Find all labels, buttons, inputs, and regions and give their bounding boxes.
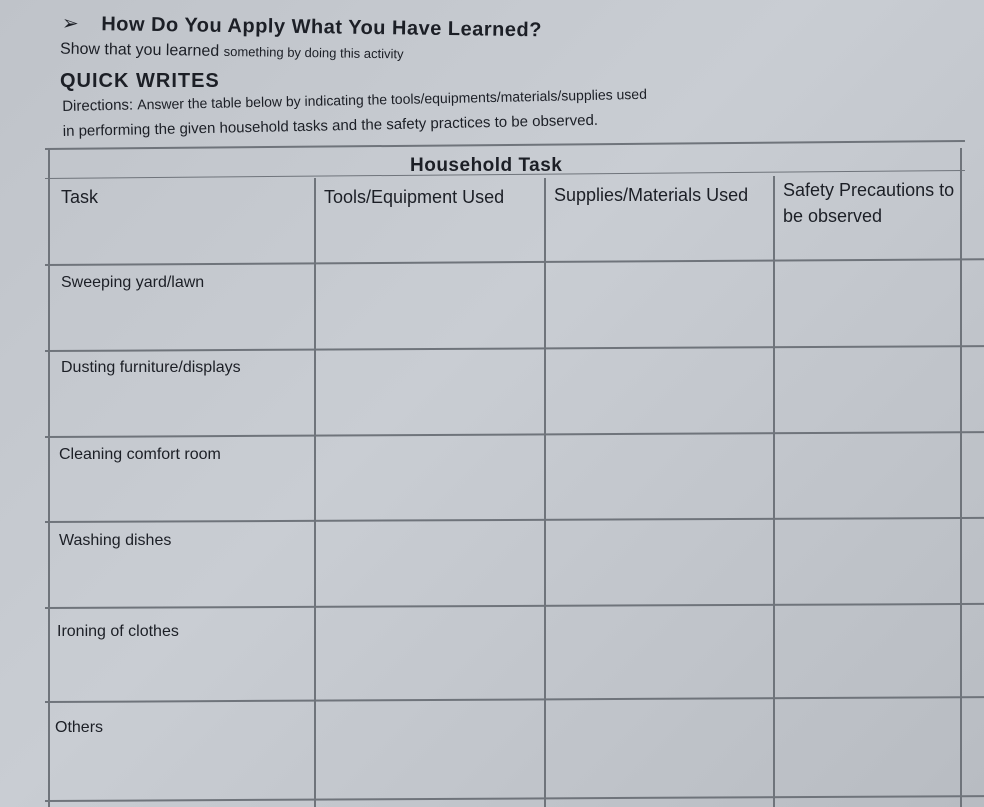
- task-cell: Cleaning comfort room: [59, 446, 221, 463]
- row-divider: [45, 696, 984, 703]
- column-header-supplies: Supplies/Materials Used: [554, 185, 749, 205]
- row-divider: [45, 603, 984, 609]
- table-title: Household Task: [410, 155, 563, 176]
- row-divider: [45, 431, 984, 438]
- task-cell: Ironing of clothes: [57, 623, 179, 640]
- directions-text: Answer the table below by indicating the tools/equipments/materials/supplies used: [137, 85, 648, 113]
- row-divider: [45, 517, 984, 523]
- col-divider: [544, 178, 546, 807]
- heading-title: How Do You Apply What You Have Learned?: [101, 13, 543, 42]
- arrow-bullet-icon: ➢: [61, 12, 80, 35]
- col-divider: [960, 148, 962, 807]
- directions-line2: in performing the given household tasks and the safety practices to be observed.: [62, 111, 599, 140]
- col-divider: [773, 176, 775, 807]
- task-cell: Dusting furniture/displays: [61, 359, 241, 376]
- section-title: QUICK WRITES: [60, 70, 220, 92]
- col-divider: [48, 148, 50, 807]
- column-header-task: Task: [61, 187, 99, 207]
- subtitle-main: Show that you learned: [59, 40, 224, 60]
- column-header-tools: Tools/Equipment Used: [324, 187, 505, 207]
- activity-subtitle: [60, 41, 404, 64]
- col-divider: [314, 178, 316, 807]
- task-cell: Sweeping yard/lawn: [61, 274, 205, 291]
- row-divider: [45, 258, 984, 266]
- column-header-safety: Safety Precautions to be observed: [783, 180, 955, 226]
- subtitle-rest: something by doing this activity: [223, 43, 404, 62]
- activity-heading: [62, 11, 542, 43]
- task-cell: Washing dishes: [59, 532, 172, 549]
- table-border-bottom: [45, 795, 984, 802]
- row-divider: [45, 345, 984, 352]
- task-cell: Others: [55, 719, 104, 736]
- directions-label: Directions:: [62, 96, 138, 115]
- household-task-table: [45, 148, 984, 807]
